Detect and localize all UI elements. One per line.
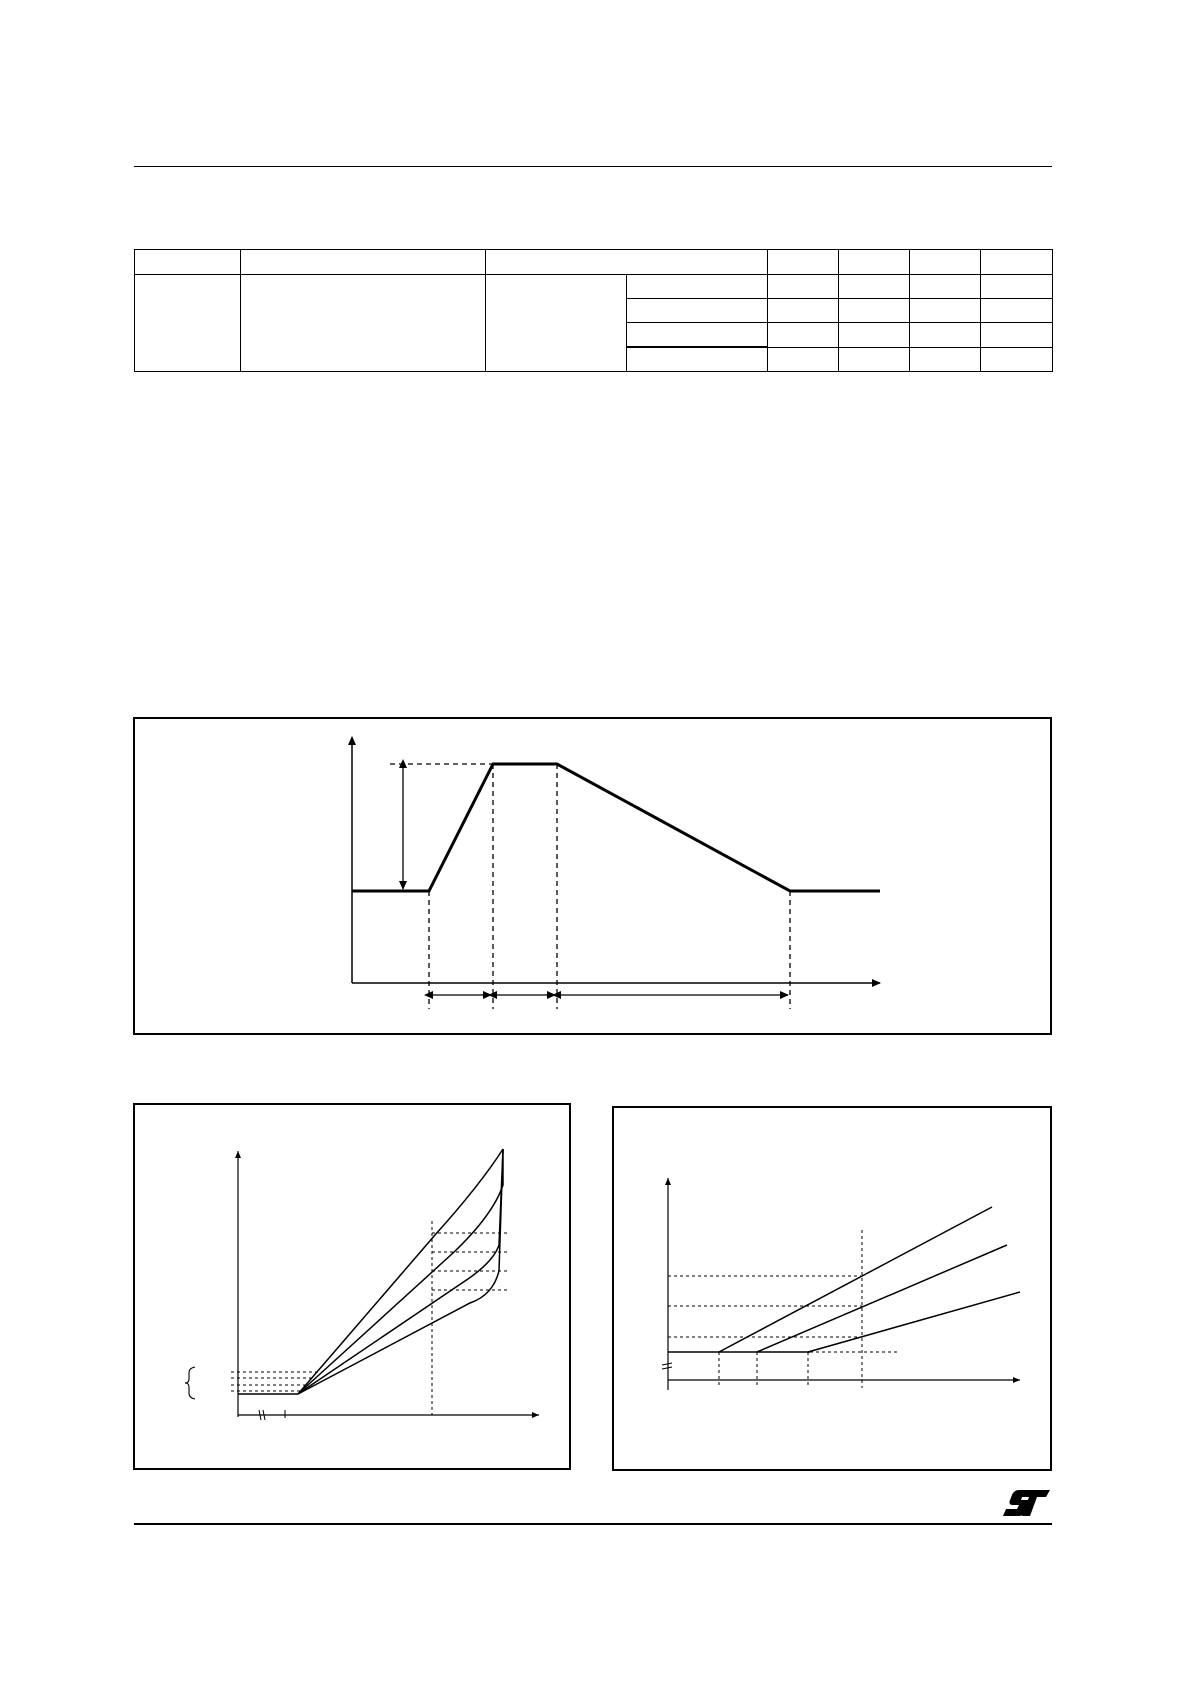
axis-break bbox=[662, 1367, 672, 1369]
table-cell bbox=[981, 275, 1053, 299]
table-cell bbox=[627, 347, 768, 372]
table-row bbox=[135, 275, 1053, 299]
table-cell bbox=[486, 275, 627, 372]
table-header-cell bbox=[768, 250, 839, 275]
table-cell bbox=[910, 275, 981, 299]
axis-break bbox=[662, 1363, 672, 1365]
table-cell bbox=[981, 347, 1053, 372]
table-cell bbox=[241, 275, 486, 372]
table-cell bbox=[627, 275, 768, 299]
table-header-cell bbox=[839, 250, 910, 275]
right-chart-figure bbox=[612, 1106, 1052, 1471]
table-cell bbox=[768, 323, 839, 348]
table-header-cell bbox=[486, 250, 768, 275]
waveform-line bbox=[352, 764, 880, 891]
series-line bbox=[719, 1207, 992, 1352]
table-header-cell bbox=[910, 250, 981, 275]
table-cell bbox=[910, 323, 981, 348]
table-cell bbox=[627, 323, 768, 348]
left-chart-diagram bbox=[135, 1105, 573, 1472]
series-line bbox=[808, 1292, 1020, 1352]
table-header-cell bbox=[981, 250, 1053, 275]
table-cell bbox=[839, 347, 910, 372]
table-header-cell bbox=[135, 250, 241, 275]
table-cell bbox=[768, 275, 839, 299]
table-header-row bbox=[135, 250, 1053, 275]
table-cell bbox=[839, 299, 910, 323]
table-header-cell bbox=[241, 250, 486, 275]
st-logo bbox=[1002, 1488, 1052, 1518]
series-line bbox=[757, 1245, 1007, 1352]
header-rule bbox=[134, 166, 1052, 167]
waveform-figure bbox=[133, 717, 1052, 1035]
table-cell bbox=[768, 299, 839, 323]
table-cell bbox=[910, 299, 981, 323]
spec-table bbox=[134, 249, 1053, 372]
right-chart-diagram bbox=[614, 1108, 1054, 1473]
brace-icon bbox=[185, 1367, 195, 1399]
table-cell bbox=[981, 323, 1053, 348]
curve bbox=[298, 1149, 503, 1394]
left-chart-figure bbox=[133, 1103, 571, 1470]
table-cell bbox=[910, 347, 981, 372]
footer-rule bbox=[134, 1523, 1052, 1525]
table-cell bbox=[135, 275, 241, 372]
table-cell bbox=[981, 299, 1053, 323]
table-cell bbox=[768, 347, 839, 372]
table-cell bbox=[839, 323, 910, 348]
table-cell bbox=[839, 275, 910, 299]
waveform-diagram bbox=[135, 719, 1054, 1037]
table-cell bbox=[627, 299, 768, 323]
